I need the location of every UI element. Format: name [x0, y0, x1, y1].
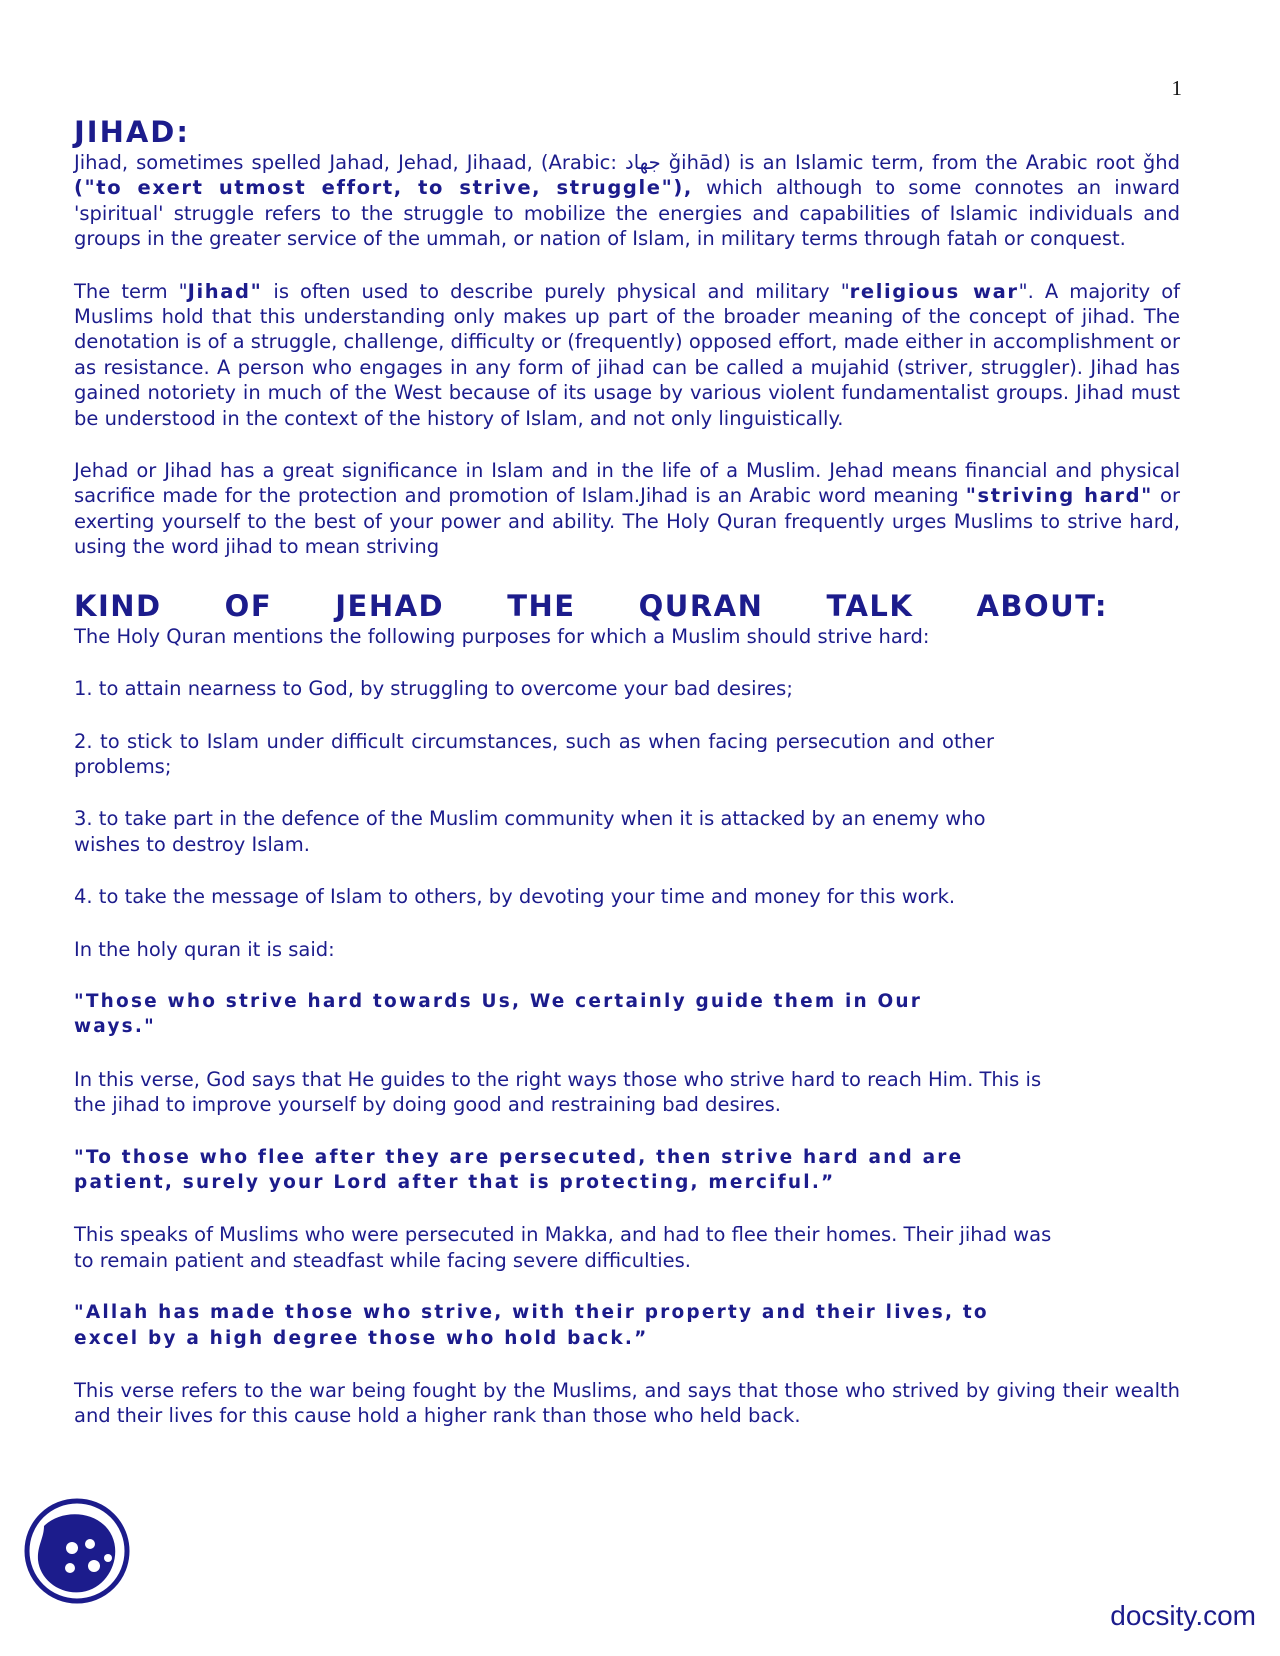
quran-said: In the holy quran it is said:: [74, 937, 335, 961]
list-item: 4. to take the message of Islam to others, by devoting your time and money for this work.: [74, 885, 956, 909]
explanation-3: This verse refers to the war being fought by the Muslims, and says that those who strived by giving their wealth and their lives for this cause hold a higher rank than those who held back.: [74, 1379, 1180, 1428]
page-number: 1: [1171, 76, 1182, 100]
docsity-logo-icon: [22, 1496, 132, 1606]
heading-kind-of-jehad: KIND OF JEHAD THE QURAN TALK ABOUT:: [74, 588, 1108, 623]
paragraph-definition: Jihad, sometimes spelled Jahad, Jehad, Jihaad, (Arabic: جهاد ǧihād) is an Islamic term, from the Arabic root ǧhd ("to exert utmost effort, to strive, struggle"), which although to some connotes an inward 'spiritual' struggle refers to the struggle to mobilize the energies and capabilities of Islamic individuals and groups in the greater service of the ummah, or nation of Islam, in military terms through fatah or conquest.: [74, 151, 1180, 251]
arabic-word: جهاد: [625, 151, 661, 174]
explanation-2: This speaks of Muslims who were persecuted in Makka, and had to flee their homes. Their jihad was to remain patient and steadfast while facing severe difficulties.: [74, 1223, 1052, 1272]
brand-link[interactable]: docsity.com: [1110, 1600, 1256, 1631]
quote-2: "To those who flee after they are persecuted, then strive hard and are patient, surely your Lord after that is protecting, merciful.”: [74, 1146, 964, 1193]
quote-1: "Those who strive hard towards Us, We certainly guide them in Our ways.": [74, 990, 923, 1038]
intro-text: The Holy Quran mentions the following purposes for which a Muslim should strive hard:: [74, 624, 930, 648]
quote-3: "Allah has made those who strive, with their property and their lives, to excel by a high degree those who hold back.”: [74, 1302, 989, 1349]
explanation-1: In this verse, God says that He guides to the right ways those who strive hard to reach Him. This is the jihad to improve yourself by doing good and restraining bad desires.: [74, 1067, 1042, 1117]
list-item: 3. to take part in the defence of the Muslim community when it is attacked by an enemy who wishes to destroy Islam.: [74, 807, 986, 856]
list-item: 1. to attain nearness to God, by struggling to overcome your bad desires;: [74, 677, 793, 701]
list-item: 2. to stick to Islam under difficult circumstances, such as when facing persecution and other problems;: [74, 729, 994, 778]
paragraph-significance: Jehad or Jihad has a great significance in Islam and in the life of a Muslim. Jehad means financial and physical sacrifice made for the protection and promotion of Islam.Jihad is an Arabic word meaning "striving hard" or exerting yourself to the best of your power and ability. The Holy Quran frequently urges Muslims to strive hard, using the word jihad to mean striving: [74, 459, 1180, 559]
paragraph-term: The term "Jihad" is often used to describe purely physical and military "religious war". A majority of Muslims hold that this understanding only makes up part of the broader meaning of the concept of jihad. The denotation is of a struggle, challenge, difficulty or (frequently) opposed effort, made either in accomplishment or as resistance. A person who engages in any form of jihad can be called a mujahid (striver, struggler). Jihad has gained notoriety in much of the West because of its usage by various violent fundamentalist groups. Jihad must be understood in the context of the history of Islam, and not only linguistically.: [74, 279, 1180, 430]
heading-jihad: JIHAD:: [74, 115, 190, 149]
document-body: [74, 114, 1180, 1456]
